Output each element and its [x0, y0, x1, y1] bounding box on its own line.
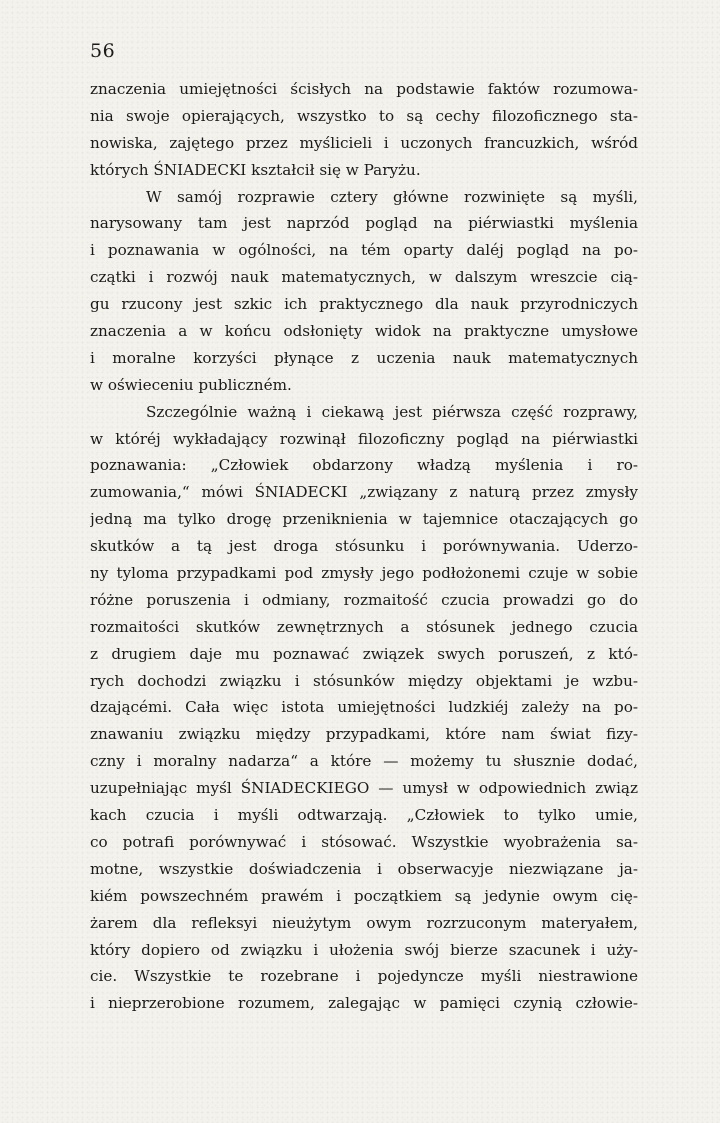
text-line: cie. Wszystkie te rozebrane i pojedyncze myśli niestrawione: [90, 967, 638, 986]
text-line: rozmaitości skutków zewnętrznych a stósunek jednego czucia: [90, 617, 638, 636]
text-line: Szczególnie ważną i ciekawą jest piérwsza część rozprawy,: [146, 402, 638, 421]
text-line: gu rzucony jest szkic ich praktycznego dla nauk przyrodniczych: [90, 295, 638, 314]
text-line: ny tyloma przypadkami pod zmysły jego podłożonemi czuje w sobie: [90, 564, 638, 583]
text-line: kach czucia i myśli odtwarzają. „Człowiek to tylko umie,: [90, 806, 638, 825]
text-line: z drugiem daje mu poznawać związek swych poruszeń, z któ-: [90, 644, 638, 663]
text-line: nia swoje opierających, wszystko to są cechy filozoficznego sta-: [90, 106, 638, 125]
text-line: i poznawania w ogólności, na tém oparty daléj pogląd na po-: [90, 241, 638, 260]
text-line: co potrafi porównywać i stósować. Wszystkie wyobrażenia sa-: [90, 832, 638, 851]
text-line: dzającémi. Cała więc istota umiejętności ludzkiéj zależy na po-: [90, 698, 638, 717]
text-line: kiém powszechném prawém i początkiem są jedynie owym cię-: [90, 886, 638, 905]
text-line: i nieprzerobione rozumem, zalegając w pamięci czynią człowie-: [90, 994, 638, 1013]
text-line: który dopiero od związku i ułożenia swój bierze szacunek i uży-: [90, 940, 638, 959]
text-line: uzupełniając myśl ŚNIADECKIEGO — umysł w odpowiednich związ: [90, 779, 638, 798]
text-line: zumowania,“ mówi ŚNIADECKI „związany z naturą przez zmysły: [90, 483, 638, 502]
text-line: znaczenia a w końcu odsłonięty widok na praktyczne umysłowe: [90, 322, 638, 341]
text-line: znaczenia umiejętności ścisłych na podstawie faktów rozumowa-: [90, 80, 638, 98]
text-line: i moralne korzyści płynące z uczenia nauk matematycznych: [90, 348, 638, 367]
text-line: jedną ma tylko drogę przeniknienia w tajemnice otaczających go: [90, 510, 638, 529]
page-number: 56: [90, 40, 116, 62]
text-line: skutków a tą jest droga stósunku i porównywania. Uderzo-: [90, 537, 638, 556]
text-line: których ŚNIADECKI kształcił się w Paryżu.: [90, 160, 421, 179]
text-line: w oświeceniu publiczném.: [90, 375, 292, 394]
text-line: czątki i rozwój nauk matematycznych, w dalszym wreszcie cią-: [90, 268, 638, 287]
text-line: znawaniu związku między przypadkami, które nam świat fizy-: [90, 725, 638, 744]
text-line: nowiska, zajętego przez myślicieli i uczonych francuzkich, wśród: [90, 133, 638, 152]
text-line: W samój rozprawie cztery główne rozwinięte są myśli,: [146, 187, 638, 206]
text-line: czny i moralny nadarza“ a które — możemy tu słusznie dodać,: [90, 752, 638, 771]
text-line: różne poruszenia i odmiany, rozmaitość czucia prowadzi go do: [90, 590, 638, 609]
page-body-text: [90, 76, 638, 1017]
text-line: rych dochodzi związku i stósunków między objektami je wzbu-: [90, 671, 638, 690]
text-line: w któréj wykładający rozwinął filozoficzny pogląd na piérwiastki: [90, 429, 638, 448]
text-line: motne, wszystkie doświadczenia i obserwacyje niezwiązane ja-: [90, 859, 638, 878]
text-line: żarem dla refleksyi nieużytym owym rozrzuconym materyałem,: [90, 913, 638, 932]
text-line: narysowany tam jest naprzód pogląd na piérwiastki myślenia: [90, 214, 638, 233]
text-line: poznawania: „Człowiek obdarzony władzą myślenia i ro-: [90, 456, 638, 475]
